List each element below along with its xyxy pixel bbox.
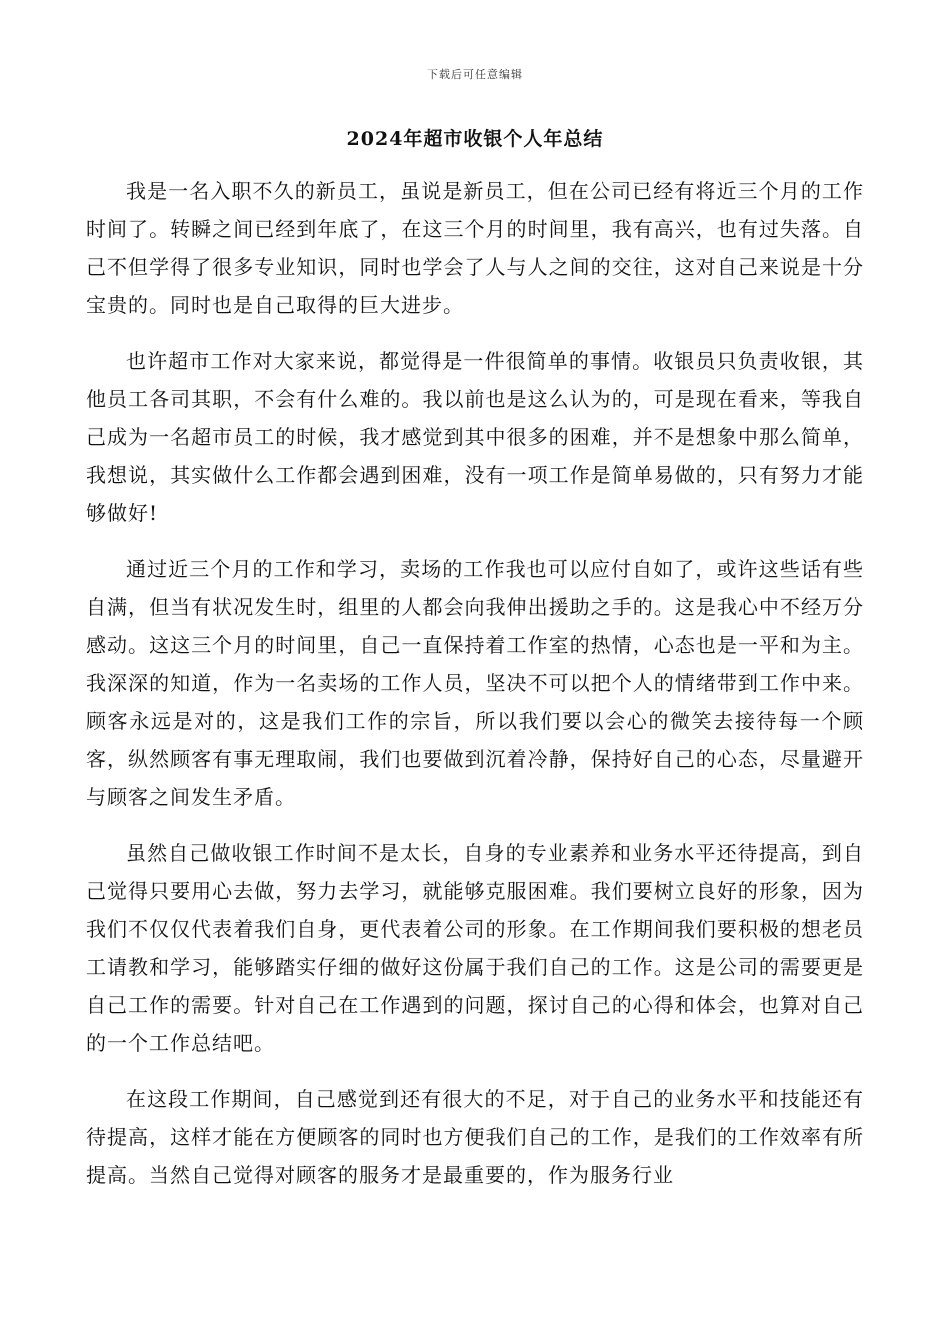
paragraph-2: 也许超市工作对大家来说，都觉得是一件很简单的事情。收银员只负责收银，其他员工各司其职，不会有什么难的。我以前也是这么认为的，可是现在看来，等我自己成为一名超市员工的时候，我才感觉到其中很多的困难，并不是想象中那么简单，我想说，其实做什么工作都会遇到困难，没有一项工作是简单易做的，只有努力才能够做好! <box>86 349 864 525</box>
paragraph-4: 虽然自己做收银工作时间不是太长，自身的专业素养和业务水平还待提高，到自己觉得只要用心去做，努力去学习，就能够克服困难。我们要树立良好的形象，因为我们不仅仅代表着我们自身，更代表着公司的形象。在工作期间我们要积极的想老员工请教和学习，能够踏实仔细的做好这份属于我们自己的工作。这是公司的需要更是自己工作的需要。针对自己在工作遇到的问题，探讨自己的心得和体会，也算对自己的一个工作总结吧。 <box>86 841 864 1055</box>
paragraph-5: 在这段工作期间，自己感觉到还有很大的不足，对于自己的业务水平和技能还有待提高，这样才能在方便顾客的同时也方便我们自己的工作，是我们的工作效率有所提高。当然自己觉得对顾客的服务才是最重要的，作为服务行业 <box>86 1087 864 1187</box>
paragraph-1: 我是一名入职不久的新员工，虽说是新员工，但在公司已经有将近三个月的工作时间了。转瞬之间已经到年底了，在这三个月的时间里，我有高兴，也有过失落。自己不但学得了很多专业知识，同时也学会了人与人之间的交往，这对自己来说是十分宝贵的。同时也是自己取得的巨大进步。 <box>86 179 864 317</box>
header-note: 下载后可任意编辑 <box>427 68 523 81</box>
document-body <box>86 172 864 1212</box>
paragraph-3: 通过近三个月的工作和学习，卖场的工作我也可以应付自如了，或许这些话有些自满，但当有状况发生时，组里的人都会向我伸出援助之手的。这是我心中不经万分感动。这这三个月的时间里，自己一直保持着工作室的热情，心态也是一平和为主。我深深的知道，作为一名卖场的工作人员，坚决不可以把个人的情绪带到工作中来。顾客永远是对的，这是我们工作的宗旨，所以我们要以会心的微笑去接待每一个顾客，纵然顾客有事无理取闹，我们也要做到沉着冷静，保持好自己的心态，尽量避开与顾客之间发生矛盾。 <box>86 557 864 809</box>
document-title: 2024年超市收银个人年总结 <box>346 128 604 150</box>
